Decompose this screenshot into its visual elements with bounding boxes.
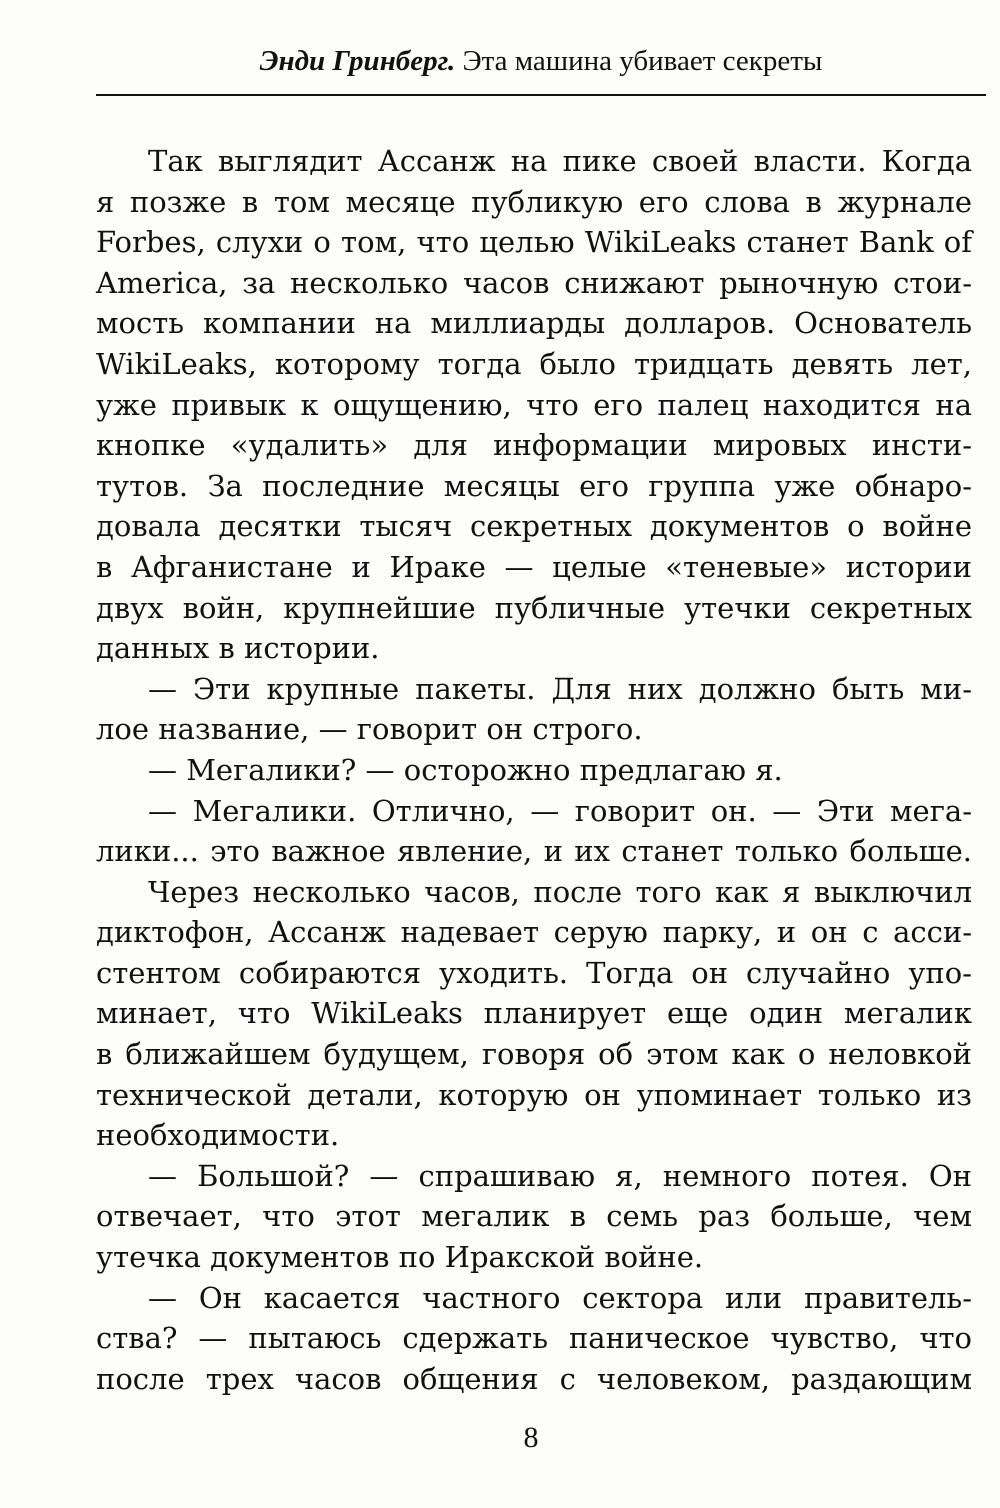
text-line: отвечает, что этот мегалик в семь раз больше, чем [96, 1199, 972, 1234]
text-line: в Афганистане и Ираке — целые «теневые» истории [96, 549, 972, 584]
text-line: я позже в том месяце публикую его слова в журнале [96, 184, 972, 219]
text-line: — Большой? — спрашиваю я, немного потея. Он [148, 1158, 972, 1193]
text-line: ства? — пытаюсь сдержать паническое чувство, что [96, 1321, 972, 1356]
text-line: America, за несколько часов снижают рыночную стои- [96, 265, 972, 300]
text-line: минает, что WikiLeaks планирует еще один мегалик [96, 996, 972, 1031]
running-head-author: Энди Гринберг. [259, 45, 456, 77]
text-line: WikiLeaks, которому тогда было тридцать девять лет, [96, 346, 972, 381]
running-head [96, 42, 986, 80]
text-line: тутов. За последние месяцы его группа уже обнаро- [96, 468, 972, 503]
text-line: диктофон, Ассанж надевает серую парку, и он с асси- [96, 915, 972, 950]
text-line: уже привык к ощущению, что его палец находится на [96, 387, 972, 422]
running-head-title: Эта машина убивает секреты [462, 45, 823, 77]
text-line: утечка документов по Иракской войне. [96, 1240, 704, 1275]
text-line: необходимости. [96, 1118, 340, 1153]
text-line: — Он касается частного сектора или правитель- [148, 1280, 972, 1315]
text-line: — Мегалики? — осторожно предлагаю я. [148, 752, 783, 787]
text-line: после трех часов общения с человеком, раздающим [96, 1361, 972, 1396]
text-line: довала десятки тысяч секретных документов о войне [96, 509, 972, 544]
text-line: — Эти крупные пакеты. Для них должно быть ми- [148, 671, 972, 706]
text-line: кнопке «удалить» для информации мировых инсти- [96, 428, 972, 463]
text-line: технической детали, которую он упоминает только из [96, 1077, 972, 1112]
text-line: Так выглядит Ассанж на пике своей власти. Когда [148, 144, 972, 178]
body-text [96, 141, 972, 1399]
text-line: Через несколько часов, после того как я выключил [148, 874, 972, 909]
text-line: лики... это важное явление, и их станет только больше. [96, 834, 972, 869]
text-line: лое название, — говорит он строго. [96, 712, 643, 747]
text-line: стентом собираются уходить. Тогда он случайно упо- [96, 955, 972, 990]
text-line: — Мегалики. Отлично, — говорит он. — Эти мега- [148, 793, 972, 828]
text-line: в ближайшем будущем, говоря об этом как о неловкой [96, 1037, 972, 1072]
text-line: двух войн, крупнейшие публичные утечки секретных [96, 590, 972, 625]
text-line: данных в истории. [96, 631, 380, 666]
page-number: 8 [523, 1421, 539, 1454]
text-line: Forbes, слухи о том, что целью WikiLeaks станет Bank of [96, 225, 972, 260]
header-rule [96, 94, 986, 96]
text-line: мость компании на миллиарды долларов. Основатель [96, 306, 972, 341]
